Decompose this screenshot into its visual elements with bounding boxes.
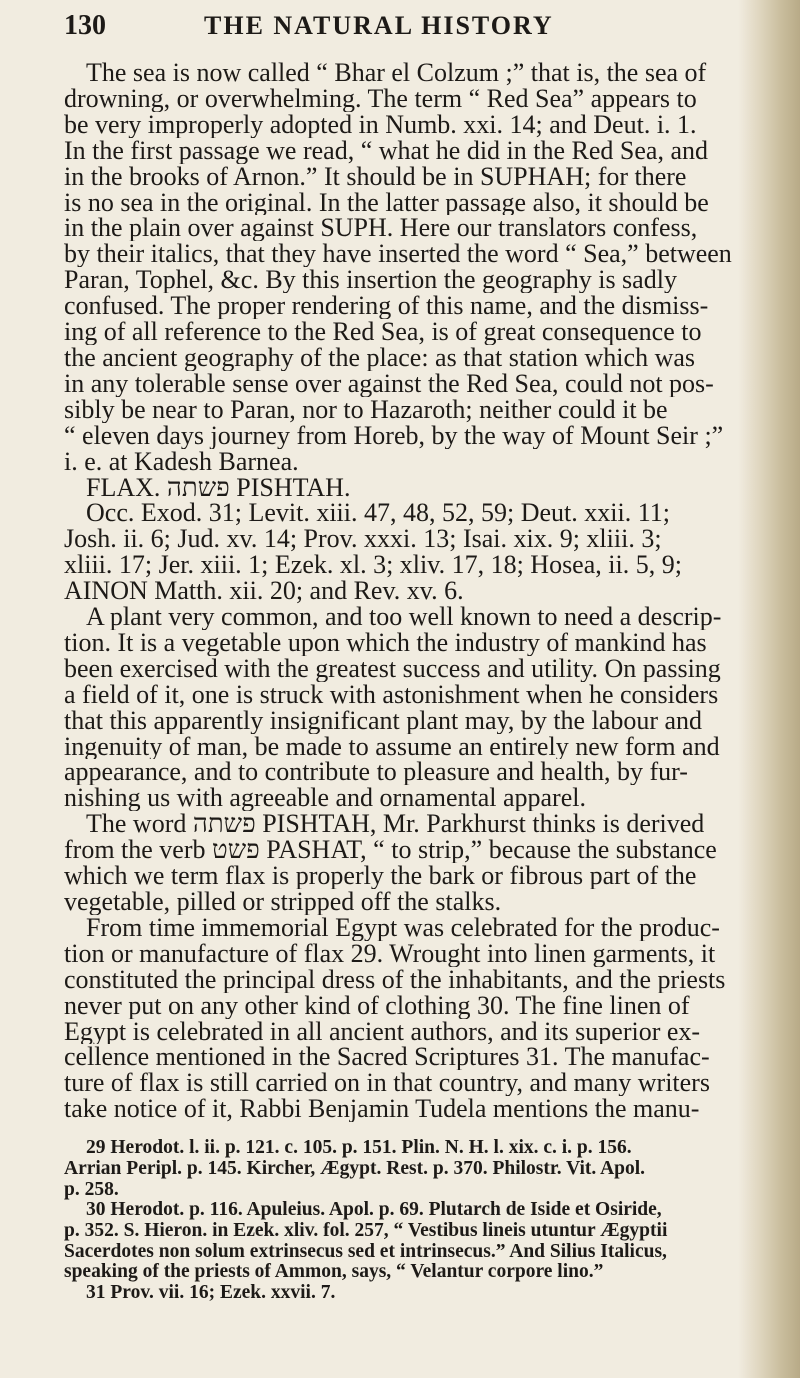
text-line: confused. The proper rendering of this name, and the dismiss- bbox=[64, 293, 709, 320]
text-line: ture of flax is still carried on in that country, and many writers bbox=[64, 1070, 710, 1097]
text-line: the ancient geography of the place: as that station which was bbox=[64, 344, 696, 371]
text-line: In the first passage we read, “ what he did in the Red Sea, and bbox=[64, 137, 709, 164]
text-line: from the verb פשט PASHAT, “ to strip,” because the substance bbox=[64, 837, 717, 864]
text-line: that this apparently insignificant plant may, by the labour and bbox=[64, 707, 703, 734]
text-line: A plant very common, and too well known to need a descrip- bbox=[86, 604, 722, 630]
text-line: cellence mentioned in the Sacred Scriptures 31. The manufac- bbox=[64, 1044, 710, 1071]
text-line: Josh. ii. 6; Jud. xv. 14; Prov. xxxi. 13; Isai. xix. 9; xliii. 3; bbox=[64, 526, 662, 553]
text-line: never put on any other kind of clothing 30. The fine linen of bbox=[64, 992, 690, 1019]
footnote-line: Arrian Peripl. p. 145. Kircher, Ægypt. Rest. p. 370. Philostr. Vit. Apol. bbox=[64, 1158, 646, 1179]
text-line: The sea is now called “ Bhar el Colzum ;” that is, the sea of bbox=[86, 60, 707, 86]
text-line: ingenuity of man, be made to assume an entirely new form and bbox=[64, 733, 720, 760]
text-line: xliii. 17; Jer. xiii. 1; Ezek. xl. 3; xliv. 17, 18; Hosea, ii. 5, 9; bbox=[64, 552, 682, 579]
text-line: in the brooks of Arnon.” It should be in SUPHAH; for there bbox=[64, 163, 687, 190]
body-text bbox=[64, 60, 732, 1122]
text-line: Occ. Exod. 31; Levit. xiii. 47, 48, 52, 59; Deut. xxii. 11; bbox=[86, 500, 670, 527]
text-line: been exercised with the greatest success and utility. On passing bbox=[64, 655, 721, 682]
running-head: THE NATURAL HISTORY bbox=[204, 11, 554, 40]
footnote-line: speaking of the priests of Ammon, says, “ Velantur corpore lino.” bbox=[64, 1262, 604, 1283]
text-line: is no sea in the original. In the latter passage also, it should be bbox=[64, 189, 709, 216]
text-line: in any tolerable sense over against the Red Sea, could not pos- bbox=[64, 370, 714, 397]
text-line: sibly be near to Paran, nor to Hazaroth; neither could it be bbox=[64, 396, 668, 423]
text-line: take notice of it, Rabbi Benjamin Tudela mentions the manu- bbox=[64, 1096, 700, 1123]
footnotes bbox=[64, 1138, 732, 1304]
footnote-line: p. 352. S. Hieron. in Ezek. xliv. fol. 257, “ Vestibus lineis utuntur Ægyptii bbox=[64, 1220, 668, 1241]
text-line: Paran, Tophel, &c. By this insertion the geography is sadly bbox=[64, 267, 677, 294]
page-number: 130 bbox=[64, 10, 106, 41]
text-line: vegetable, pilled or stripped off the stalks. bbox=[64, 889, 502, 915]
book-page bbox=[64, 10, 732, 1304]
page-header bbox=[64, 10, 732, 60]
text-line: tion or manufacture of flax 29. Wrought into linen garments, it bbox=[64, 940, 716, 967]
text-line: be very improperly adopted in Numb. xxi. 14; and Deut. i. 1. bbox=[64, 111, 697, 138]
footnote-line: p. 258. bbox=[64, 1179, 119, 1200]
text-line: AINON Matth. xii. 20; and Rev. xv. 6. bbox=[64, 578, 464, 605]
text-line: appearance, and to contribute to pleasure and health, by fur- bbox=[64, 759, 688, 786]
footnote-line: 30 Herodot. p. 116. Apuleius. Apol. p. 69. Plutarch de Iside et Osiride, bbox=[86, 1200, 662, 1221]
text-line: nishing us with agreeable and ornamental apparel. bbox=[64, 785, 586, 812]
text-line: which we term flax is properly the bark or fibrous part of the bbox=[64, 863, 697, 889]
text-line: by their italics, that they have inserted the word “ Sea,” between bbox=[64, 241, 732, 268]
footnote-line: 31 Prov. vii. 16; Ezek. xxvii. 7. bbox=[86, 1283, 336, 1304]
footnote-line: Sacerdotes non solum extrinsecus sed et intrinsecus.” And Silius Italicus, bbox=[64, 1241, 667, 1262]
text-line: i. e. at Kadesh Barnea. bbox=[64, 448, 299, 475]
text-line: constituted the principal dress of the inhabitants, and the priests bbox=[64, 966, 726, 993]
text-line: ing of all reference to the Red Sea, is of great consequence to bbox=[64, 319, 702, 345]
text-line: tion. It is a vegetable upon which the industry of mankind has bbox=[64, 629, 707, 656]
footnote-line: 29 Herodot. l. ii. p. 121. c. 105. p. 151. Plin. N. H. l. xix. c. i. p. 156. bbox=[86, 1138, 632, 1159]
text-line: The word פשתה PISHTAH, Mr. Parkhurst thinks is derived bbox=[86, 811, 705, 838]
text-line: a field of it, one is struck with astonishment when he considers bbox=[64, 681, 719, 708]
text-line: “ eleven days journey from Horeb, by the way of Mount Seir ;” bbox=[64, 422, 724, 449]
text-line: From time immemorial Egypt was celebrated for the produc- bbox=[86, 914, 720, 941]
text-line: drowning, or overwhelming. The term “ Red Sea” appears to bbox=[64, 85, 697, 112]
page-edge-shadow bbox=[738, 0, 800, 1378]
text-line: Egypt is celebrated in all ancient authors, and its superior ex- bbox=[64, 1018, 701, 1045]
text-line: in the plain over against SUPH. Here our translators confess, bbox=[64, 215, 698, 242]
section-heading: FLAX. פשתה PISHTAH. bbox=[86, 474, 351, 501]
